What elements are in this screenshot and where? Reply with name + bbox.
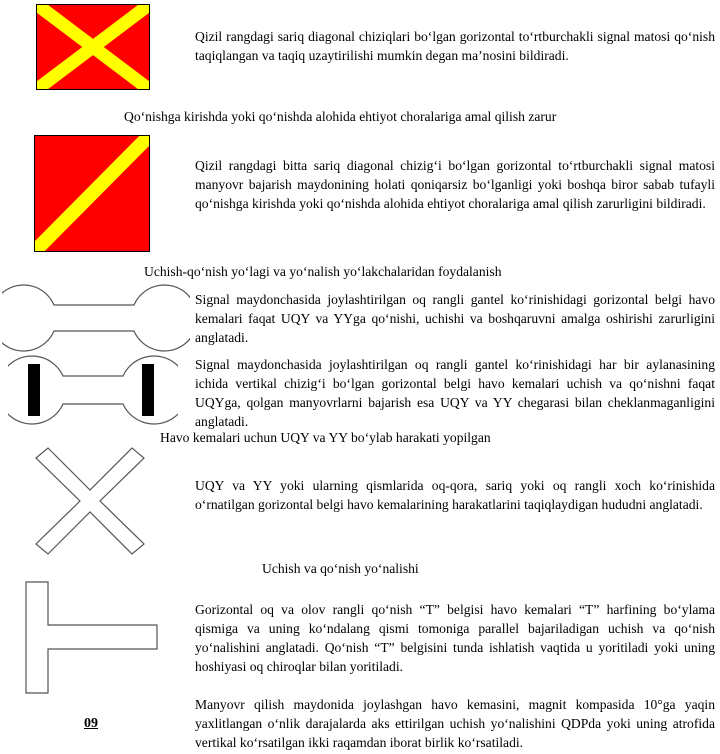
paragraph-landing-t: Gorizontal oq va olov rangli qo‘nish “T” belgisi havo kemalari “T” harfining bo‘ylama qismiga va uning ko‘ndalang qismi tomoniga parallel bajariladigan uchish va qo‘nish yo‘nalishini anglatadi. Qo‘nish “T” belgisini tunda ishlatish vaqtida u yoritiladi yoki uning hoshiyasi oq chiroqlar bilan yoritiladi. [195,602,715,674]
dumbbell-with-bars-figure [8,354,178,426]
red-square-yellow-x-figure [36,4,150,90]
page-number: 09 [84,716,98,731]
landing-t-figure [24,580,160,696]
heading-movement-closed: Havo kemalari uchun UQY va YY bo‘ylab harakati yopilgan [160,430,491,445]
paragraph-landing-prohibited: Qizil rangdagi sariq diagonal chiziqlari bo‘lgan gorizontal to‘rtburchakli signal matosi qo‘nish taqiqlangan va taqiq uzaytirilishi mumkin degan ma’nosini bildiradi. [195,29,715,63]
paragraph-special-precautions: Qizil rangdagi bitta sariq diagonal chizig‘i bo‘lgan gorizontal to‘rtburchakli signal matosi manyovr bajarish maydonining holati qoniqarsiz bo‘lganligi yoki boshqa biror sabab tufayli qo‘nishga kirishda yoki qo‘nishda alohida ehtiyot choralariga amal qilish zarurligini bildiradi. [195,158,715,211]
dumbbell-plain-figure [2,283,190,353]
white-cross-figure [34,446,146,556]
paragraph-dumbbell-with-bars: Signal maydonchasida joylashtirilgan oq rangli gantel ko‘rinishidagi har bir aylanasining ichida vertikal chizig‘i bo‘lgan gorizontal belgi havo kemalari uchish va qo‘nishni faqat UQYga, qolgan manyovrlarni bajarish esa UQY va YY chegarasi bilan cheklanmaganligini anglatadi. [195,357,715,429]
heading-takeoff-landing-direction: Uchish va qo‘nish yo‘nalishi [262,561,419,576]
heading-special-precautions: Qo‘nishga kirishda yoki qo‘nishda alohida ehtiyot choralariga amal qilish zarur [124,109,557,124]
heading-runway-taxiway-use: Uchish-qo‘nish yo‘lagi va yo‘nalish yo‘lakchalaridan foydalanish [144,264,502,279]
paragraph-runway-heading: Manyovr qilish maydonida joylashgan havo kemasini, magnit kompasida 10°ga yaqin yaxlitlangan o‘nlik darajalarda aks ettirilgan uchish yo‘nalishini QDPda yoki uning atrofida vertikal ko‘rsatilgan ikki raqamdan iborat birlik ko‘rsatiladi. [195,697,715,750]
paragraph-white-cross: UQY va YY yoki ularning qismlarida oq-qora, sariq yoki oq rangli xoch ko‘rinishida o‘rnatilgan gorizontal belgi havo kemalarining harakatlarini taqiqlaydigan hududni anglatadi. [195,478,715,512]
red-square-yellow-diagonal-figure [34,135,150,252]
paragraph-dumbbell-plain: Signal maydonchasida joylashtirilgan oq rangli gantel ko‘rinishidagi gorizontal belgi havo kemalari faqat UQY va YYga qo‘nishi, uchishi va boshqaruvni amalga oshirishi zarurligini anglatadi. [195,292,715,345]
